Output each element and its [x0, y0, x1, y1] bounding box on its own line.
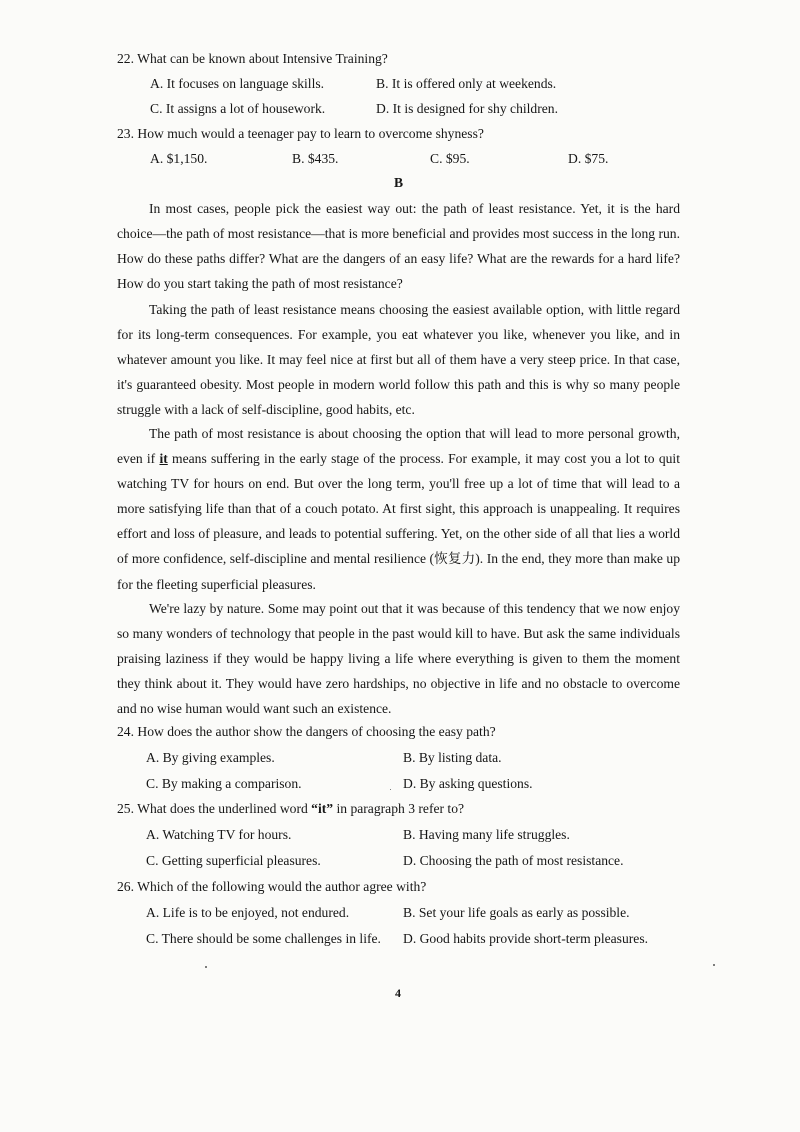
q25-stem-before: 25. What does the underlined word: [117, 801, 312, 816]
q23-option-d: D. $75.: [568, 151, 609, 166]
q22-option-b: B. It is offered only at weekends.: [376, 76, 557, 91]
q25-option-c: C. Getting superficial pleasures.: [146, 853, 321, 868]
page-number: 4: [395, 986, 401, 1000]
q24-option-c: C. By making a comparison.: [146, 776, 302, 791]
q24-option-d: D. By asking questions.: [403, 776, 533, 791]
question-26-stem: 26. Which of the following would the author agree with?: [117, 879, 427, 894]
q25-stem-after: in paragraph 3 refer to?: [333, 801, 465, 816]
q25-option-d: D. Choosing the path of most resistance.: [403, 853, 624, 868]
q23-option-c: C. $95.: [430, 151, 470, 166]
scan-speck: [390, 789, 391, 790]
passage-paragraph-4: We're lazy by nature. Some may point out that it was because of this tendency that we now enjoy so many wonders of technology that people in the past would kill to have. But ask the same individuals praising laziness if they would be happy living a life where everything is given to them the moment they think about it. They would have zero hardships, no objective in life and no obstacle to overcome and no wise human would want such an existence.: [117, 601, 680, 717]
underlined-word-it: it: [159, 451, 168, 467]
q26-option-d: D. Good habits provide short-term pleasures.: [403, 931, 649, 946]
scan-speck: [713, 964, 715, 966]
scan-speck: [205, 966, 207, 968]
passage-paragraph-3: [117, 421, 680, 597]
q23-option-b: B. $435.: [292, 151, 339, 166]
q25-stem-word: “it”: [311, 801, 334, 816]
q25-option-b: B. Having many life struggles.: [403, 827, 570, 842]
p3-text-after: means suffering in the early stage of the process. For example, it may cost you a lot to quit watching TV for hours on end. But over the long term, you'll free up a lot of time that will lead to a more satisfying life than that of a couch potato. At first sight, this approach is unappealing. It requires effort and loss of pleasure, and leads to potential suffering. Yet, on the other side of all that lies a world of more confidence, self-discipline and mental resilience (恢复力). In the end, they more than make up for the fleeting superficial pleasures.: [117, 451, 680, 592]
q22-option-a: A. It focuses on language skills.: [150, 76, 325, 91]
question-23-stem: 23. How much would a teenager pay to learn to overcome shyness?: [117, 126, 484, 141]
q24-option-b: B. By listing data.: [403, 750, 502, 765]
question-25-stem: [117, 800, 464, 818]
passage-paragraph-2: Taking the path of least resistance means choosing the easiest available option, with little regard for its long-term consequences. For example, you eat whatever you like, whenever you like, and in whatever amount you like. It may feel nice at first but all of them have a very steep price. In that case, it's guaranteed obesity. Most people in modern world follow this path and this is why so many people struggle with a lack of self-discipline, good habits, etc.: [117, 302, 680, 418]
q26-option-c: C. There should be some challenges in life.: [146, 931, 381, 946]
p3-text-before: The path of most resistance is about choosing the option that will lead to more personal growth, even if: [117, 426, 680, 467]
section-heading: B: [394, 175, 404, 190]
passage-paragraph-1: In most cases, people pick the easiest way out: the path of least resistance. Yet, it is the hard choice—the path of most resistance—that is more beneficial and provides most success in the long run. How do these paths differ? What are the dangers of an easy life? What are the rewards for a hard life? How do you start taking the path of most resistance?: [117, 201, 680, 292]
q23-option-a: A. $1,150.: [150, 151, 208, 166]
question-22-stem: 22. What can be known about Intensive Training?: [117, 51, 388, 66]
q22-option-d: D. It is designed for shy children.: [376, 101, 558, 116]
q26-option-a: A. Life is to be enjoyed, not endured.: [146, 905, 350, 920]
q22-option-c: C. It assigns a lot of housework.: [150, 101, 326, 116]
q25-option-a: A. Watching TV for hours.: [146, 827, 292, 842]
question-24-stem: 24. How does the author show the dangers of choosing the easy path?: [117, 724, 496, 739]
q24-option-a: A. By giving examples.: [146, 750, 275, 765]
q26-option-b: B. Set your life goals as early as possible.: [403, 905, 630, 920]
